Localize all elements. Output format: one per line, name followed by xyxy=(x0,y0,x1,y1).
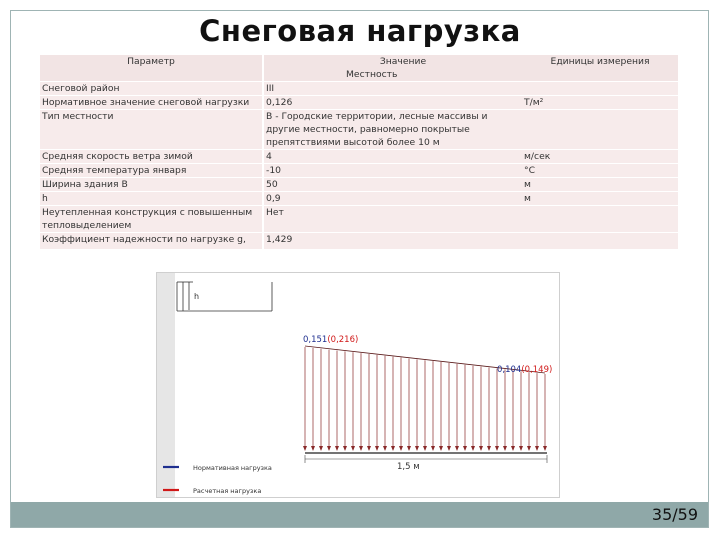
table-header-row xyxy=(40,55,678,82)
header-value-sublabel: Местность xyxy=(346,69,398,80)
header-param-label: Параметр xyxy=(127,56,175,67)
load-arrow-head xyxy=(327,446,331,451)
cell-param: Снеговой район xyxy=(40,82,263,96)
left-load-label xyxy=(303,335,358,345)
roof-profile xyxy=(177,282,272,311)
table-row xyxy=(40,206,678,233)
load-arrow-head xyxy=(487,446,491,451)
load-arrow-head xyxy=(359,446,363,451)
legend-calculated-label: Расчетная нагрузка xyxy=(193,487,262,495)
load-arrow-head xyxy=(527,446,531,451)
cell-value: 1,429 xyxy=(263,233,522,250)
cell-param: Средняя температура января xyxy=(40,164,263,178)
right-calculated-value: (0,149) xyxy=(521,365,553,375)
cell-unit xyxy=(522,110,678,150)
cell-unit: м xyxy=(522,192,678,206)
load-arrow-head xyxy=(407,446,411,451)
cell-value: -10 xyxy=(263,164,522,178)
table-row xyxy=(40,96,678,110)
table-row xyxy=(40,178,678,192)
load-arrow-head xyxy=(399,446,403,451)
load-arrow-head xyxy=(511,446,515,451)
header-value xyxy=(263,55,522,82)
legend-normative-label: Нормативная нагрузка xyxy=(193,464,272,472)
cell-value: 0,126 xyxy=(263,96,522,110)
cell-unit: Т/м² xyxy=(522,96,678,110)
load-arrow-head xyxy=(351,446,355,451)
load-arrow-head xyxy=(391,446,395,451)
snow-load-diagram xyxy=(156,272,560,498)
load-arrow-head xyxy=(495,446,499,451)
cell-value: Нет xyxy=(263,206,522,233)
load-arrow-head xyxy=(383,446,387,451)
load-arrow-head xyxy=(463,446,467,451)
load-arrow-head xyxy=(535,446,539,451)
load-arrow-head xyxy=(543,446,547,451)
parameters-table xyxy=(40,54,678,250)
table-row xyxy=(40,164,678,178)
left-normative-value: 0,151 xyxy=(303,335,328,345)
cell-unit xyxy=(522,206,678,233)
slide-title: Снеговая нагрузка xyxy=(199,14,521,48)
cell-param: Ширина здания B xyxy=(40,178,263,192)
load-arrow-head xyxy=(447,446,451,451)
cell-value: 0,9 xyxy=(263,192,522,206)
profile-h-label: h xyxy=(194,292,200,301)
cell-unit xyxy=(522,82,678,96)
cell-param: Коэффициент надежности по нагрузке g, xyxy=(40,233,263,250)
header-units xyxy=(522,55,678,82)
load-arrow-head xyxy=(343,446,347,451)
right-normative-value: 0,104 xyxy=(497,365,522,375)
page-number: 35/59 xyxy=(651,505,698,524)
left-calculated-value: (0,216) xyxy=(327,335,359,345)
load-arrow-head xyxy=(439,446,443,451)
load-arrow-head xyxy=(479,446,483,451)
header-units-label: Единицы измерения xyxy=(550,56,650,67)
cell-param: h xyxy=(40,192,263,206)
cell-param: Неутепленная конструкция с повышенным тепловыделением xyxy=(40,206,263,233)
cell-unit: °C xyxy=(522,164,678,178)
table-row xyxy=(40,150,678,164)
load-arrow-head xyxy=(431,446,435,451)
load-arrow-head xyxy=(303,446,307,451)
load-arrow-head xyxy=(319,446,323,451)
header-value-label: Значение xyxy=(379,56,427,67)
load-arrow-head xyxy=(455,446,459,451)
table-row xyxy=(40,233,678,250)
load-arrow-head xyxy=(311,446,315,451)
cell-value: B - Городские территории, лесные массивы и другие местности, равномерно покрытые препятствиями высотой более 10 м xyxy=(263,110,522,150)
cell-param: Тип местности xyxy=(40,110,263,150)
load-arrow-head xyxy=(471,446,475,451)
footer-bar xyxy=(11,502,708,527)
cell-param: Средняя скорость ветра зимой xyxy=(40,150,263,164)
cell-unit: м xyxy=(522,178,678,192)
cell-value: III xyxy=(263,82,522,96)
load-arrow-head xyxy=(503,446,507,451)
cell-value: 50 xyxy=(263,178,522,192)
table-row xyxy=(40,110,678,150)
cell-param: Нормативное значение снеговой нагрузки xyxy=(40,96,263,110)
header-param xyxy=(40,55,263,82)
load-arrow-head xyxy=(335,446,339,451)
diagram-svg xyxy=(157,273,559,497)
load-arrow-head xyxy=(375,446,379,451)
load-arrow-head xyxy=(519,446,523,451)
cell-unit xyxy=(522,233,678,250)
table-row xyxy=(40,192,678,206)
load-hatch xyxy=(303,347,547,451)
table-row xyxy=(40,82,678,96)
cell-value: 4 xyxy=(263,150,522,164)
right-load-label xyxy=(497,365,552,375)
load-arrow-head xyxy=(423,446,427,451)
cell-unit: м/сек xyxy=(522,150,678,164)
load-arrow-head xyxy=(415,446,419,451)
span-label: 1,5 м xyxy=(397,462,420,472)
load-arrow-head xyxy=(367,446,371,451)
